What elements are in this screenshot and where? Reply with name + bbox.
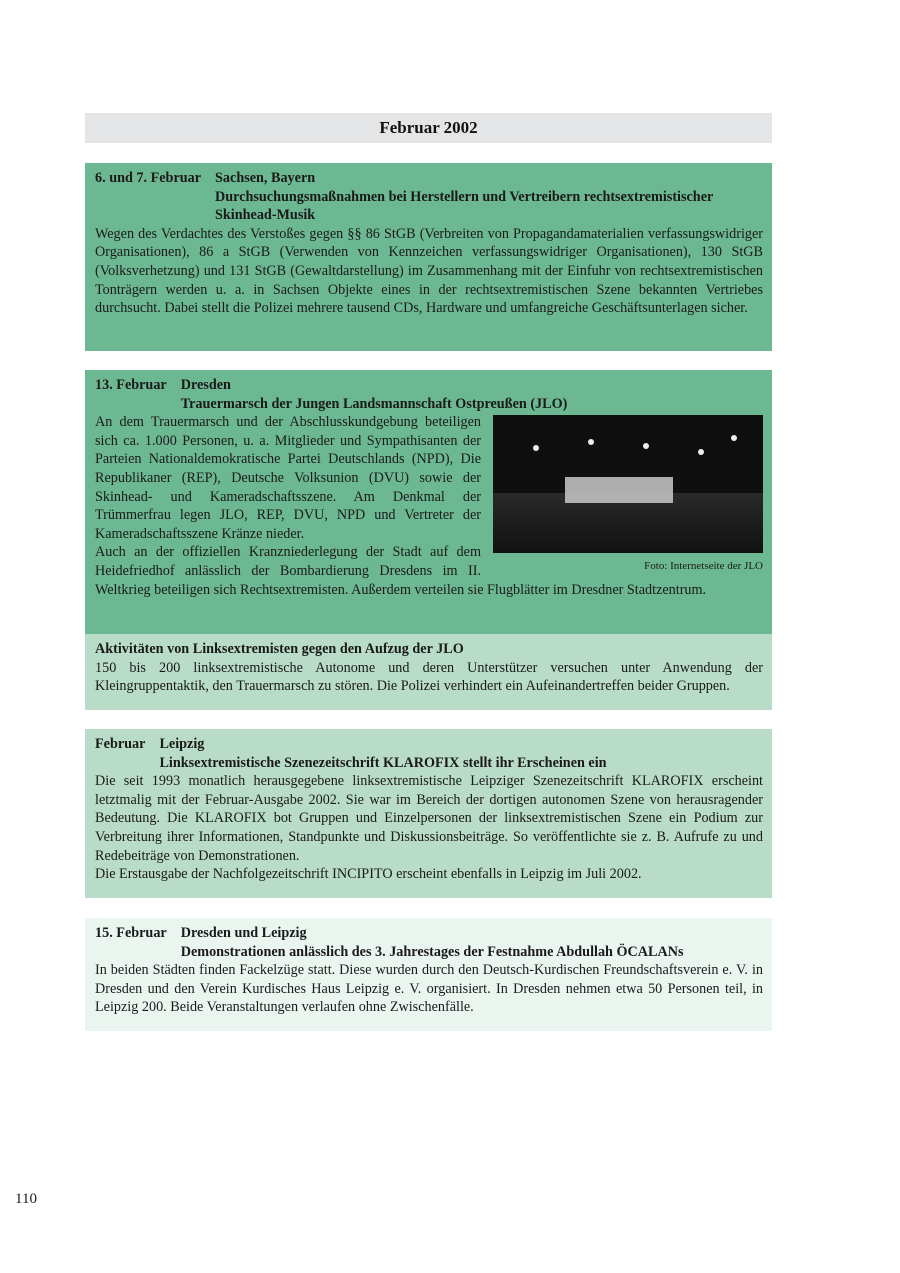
event-body-paragraph: An dem Trauermarsch und der Abschlusskundgebung beteiligen sich ca. 1.000 Personen, u. a. Mitglieder und Sympathisanten der Parteien Nationaldemokratische Partei Deutschlands (NPD), Die Republikaner (REP), Deutsche Volksunion (DVU) sowie der Skinhead- und Kameradschaftsszene. Am Denkmal der Trümmerfrau legen JLO, REP, DVU, NPD und Vertreter der Kameradschaftsszene Kränze nieder. — [95, 414, 481, 542]
event-photo-figure — [493, 415, 763, 574]
event-body: Wegen des Verdachtes des Verstoßes gegen §§ 86 StGB (Verbreiten von Propagandamaterialien verfassungswidriger Organisationen), 86 a StGB (Verwenden von Kennzeichen verfassungswidriger Organisationen), 130 StGB (Volksverhetzung) und 131 StGB (Gewaltdarstellung) im Zusammenhang mit der Einfuhr von rechtsextremistischen Tonträgern werden u. a. in Sachsen Objekte eines in der rechtsextremistischen Szene bekannten Vertriebes durchsucht. Dabei stellt die Polizei mehrere tausend CDs, Hardware und umfangreiche Geschäftsunterlagen sicher. — [95, 225, 763, 317]
event-place: Leipzig — [159, 736, 205, 752]
event-header — [95, 924, 763, 961]
event-card — [85, 729, 772, 898]
event-date: 13. Februar — [95, 377, 167, 393]
event-place: Dresden — [180, 377, 231, 393]
event-body-paragraph: Auch an der offiziellen Kranzniederlegung der Stadt auf dem Heidefriedhof anlässlich der Bombardierung Dresdens im II. Weltkrieg beteiligen sich Rechtsextremisten. Außerdem verteilen sie Flugblätter im Dresdner Stadtzentrum. — [95, 544, 707, 598]
event-header — [95, 376, 763, 413]
event-header — [95, 735, 763, 772]
event-place: Dresden und Leipzig — [180, 925, 307, 941]
page-number: 110 — [15, 1191, 37, 1207]
event-title: Demonstrationen anlässlich des 3. Jahrestages der Festnahme Abdullah ÖCALANs — [180, 943, 684, 960]
event-header — [95, 169, 763, 225]
subsection-title: Aktivitäten von Linksextremisten gegen den Aufzug der JLO — [95, 641, 464, 657]
event-subsection — [85, 634, 772, 710]
event-body: In beiden Städten finden Fackelzüge statt. Diese wurden durch den Deutsch-Kurdischen Freundschaftsverein e. V. in Dresden und den Verein Kurdisches Haus Leipzig e. V. organisiert. In Dresden nehmen etwa 50 Personen teil, in Leipzig 200. Beide Veranstaltungen verlaufen ohne Zwischenfälle. — [95, 962, 763, 1016]
event-title: Linksextremistische Szenezeitschrift KLAROFIX stellt ihr Erscheinen ein — [159, 754, 607, 771]
event-date: 15. Februar — [95, 925, 167, 941]
event-date: Februar — [95, 736, 146, 752]
event-date: 6. und 7. Februar — [95, 170, 202, 186]
page-title: Februar 2002 — [85, 113, 772, 143]
event-title: Durchsuchungsmaßnahmen bei Herstellern und Vertreibern rechtsextremistischer Skinhead-Musik — [215, 188, 714, 224]
event-body — [95, 772, 763, 884]
event-place: Sachsen, Bayern — [215, 170, 316, 186]
event-body — [95, 413, 763, 599]
event-card — [85, 163, 772, 351]
event-card — [85, 370, 772, 634]
event-title: Trauermarsch der Jungen Landsmannschaft Ostpreußen (JLO) — [180, 395, 568, 412]
subsection-body: 150 bis 200 linksextremistische Autonome und deren Unterstützer versuchen unter Anwendung der Kleingruppentaktik, den Trauermarsch zu stören. Die Polizei verhindert ein Aufeinandertreffen beider Gruppen. — [95, 659, 763, 695]
event-photo — [493, 415, 763, 553]
event-body-paragraph: Die Erstausgabe der Nachfolgezeitschrift INCIPITO erscheint ebenfalls in Leipzig im Juli 2002. — [95, 866, 642, 883]
event-body-paragraph: Die seit 1993 monatlich herausgegebene linksextremistische Leipziger Szenezeitschrift KLAROFIX erscheint letztmalig mit der Februar-Ausgabe 2002. Sie war im Bereich der dortigen autonomen Szene von herausragender Bedeutung. Die KLAROFIX bot Gruppen und Einzelpersonen der linksextremistischen Szene ein Podium zur Verbreitung ihrer Informationen, Standpunkte und Diskussionsbeiträge. So veröffentlichte sie z. B. Aufrufe zu und Redebeiträge von Demonstrationen. — [95, 773, 763, 864]
event-card — [85, 918, 772, 1031]
photo-caption: Foto: Internetseite der JLO — [644, 560, 763, 573]
